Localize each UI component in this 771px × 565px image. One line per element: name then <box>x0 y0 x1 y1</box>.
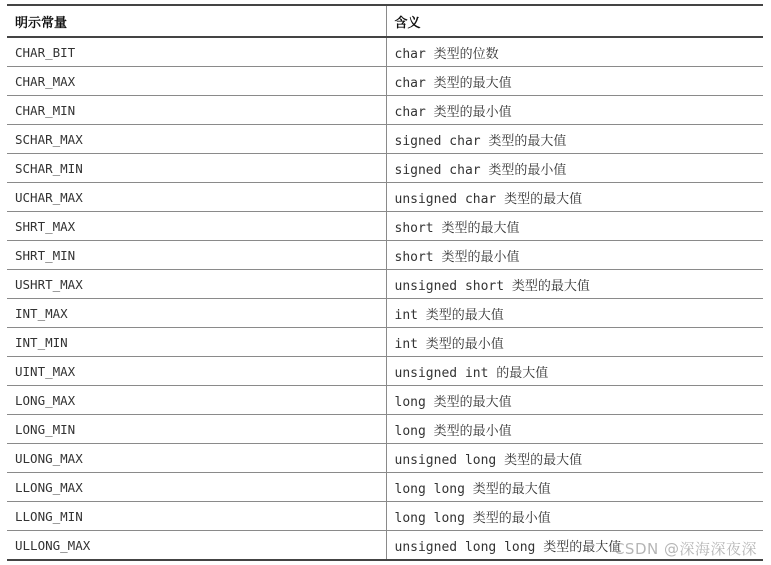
meaning-cell: char 类型的最小值 <box>386 96 763 125</box>
table-row <box>7 154 763 183</box>
constant-cell: ULONG_MAX <box>7 444 386 473</box>
constant-cell: ULLONG_MAX <box>7 531 386 561</box>
meaning-cell: long 类型的最小值 <box>386 415 763 444</box>
constant-cell: SCHAR_MAX <box>7 125 386 154</box>
meaning-cell: signed char 类型的最大值 <box>386 125 763 154</box>
constant-cell: USHRT_MAX <box>7 270 386 299</box>
meaning-cell: int 类型的最大值 <box>386 299 763 328</box>
meaning-cell: long long 类型的最大值 <box>386 473 763 502</box>
constant-cell: SHRT_MIN <box>7 241 386 270</box>
meaning-cell: unsigned long long 类型的最大值 <box>386 531 763 561</box>
table-row <box>7 37 763 67</box>
table-row <box>7 125 763 154</box>
table-row <box>7 502 763 531</box>
constant-cell: LONG_MAX <box>7 386 386 415</box>
constant-cell: SHRT_MAX <box>7 212 386 241</box>
table-row <box>7 212 763 241</box>
meaning-cell: short 类型的最小值 <box>386 241 763 270</box>
table-row <box>7 473 763 502</box>
meaning-cell: unsigned long 类型的最大值 <box>386 444 763 473</box>
constant-cell: CHAR_MIN <box>7 96 386 125</box>
meaning-cell: unsigned int 的最大值 <box>386 357 763 386</box>
constant-cell: LLONG_MIN <box>7 502 386 531</box>
table-row <box>7 67 763 96</box>
table-body <box>7 37 763 560</box>
watermark: CSDN @深海深夜深 <box>613 540 757 558</box>
meaning-cell: unsigned short 类型的最大值 <box>386 270 763 299</box>
table-row <box>7 299 763 328</box>
constant-cell: CHAR_BIT <box>7 37 386 67</box>
table-row <box>7 270 763 299</box>
constant-cell: CHAR_MAX <box>7 67 386 96</box>
meaning-cell: signed char 类型的最小值 <box>386 154 763 183</box>
meaning-cell: char 类型的最大值 <box>386 67 763 96</box>
meaning-cell: int 类型的最小值 <box>386 328 763 357</box>
constant-cell: INT_MIN <box>7 328 386 357</box>
constant-cell: SCHAR_MIN <box>7 154 386 183</box>
constant-cell: LONG_MIN <box>7 415 386 444</box>
table-row <box>7 96 763 125</box>
table-row <box>7 444 763 473</box>
table-row <box>7 183 763 212</box>
meaning-cell: short 类型的最大值 <box>386 212 763 241</box>
constant-cell: UINT_MAX <box>7 357 386 386</box>
table-row <box>7 415 763 444</box>
table-row <box>7 328 763 357</box>
header-meaning: 含义 <box>386 5 763 37</box>
table-header-row <box>7 5 763 37</box>
table-row <box>7 241 763 270</box>
constant-cell: UCHAR_MAX <box>7 183 386 212</box>
table-row <box>7 357 763 386</box>
constant-cell: INT_MAX <box>7 299 386 328</box>
constant-cell: LLONG_MAX <box>7 473 386 502</box>
limits-constants-table <box>7 4 763 561</box>
header-constant: 明示常量 <box>7 5 386 37</box>
meaning-cell: long long 类型的最小值 <box>386 502 763 531</box>
meaning-cell: unsigned char 类型的最大值 <box>386 183 763 212</box>
table-row <box>7 386 763 415</box>
meaning-cell: char 类型的位数 <box>386 37 763 67</box>
meaning-cell: long 类型的最大值 <box>386 386 763 415</box>
